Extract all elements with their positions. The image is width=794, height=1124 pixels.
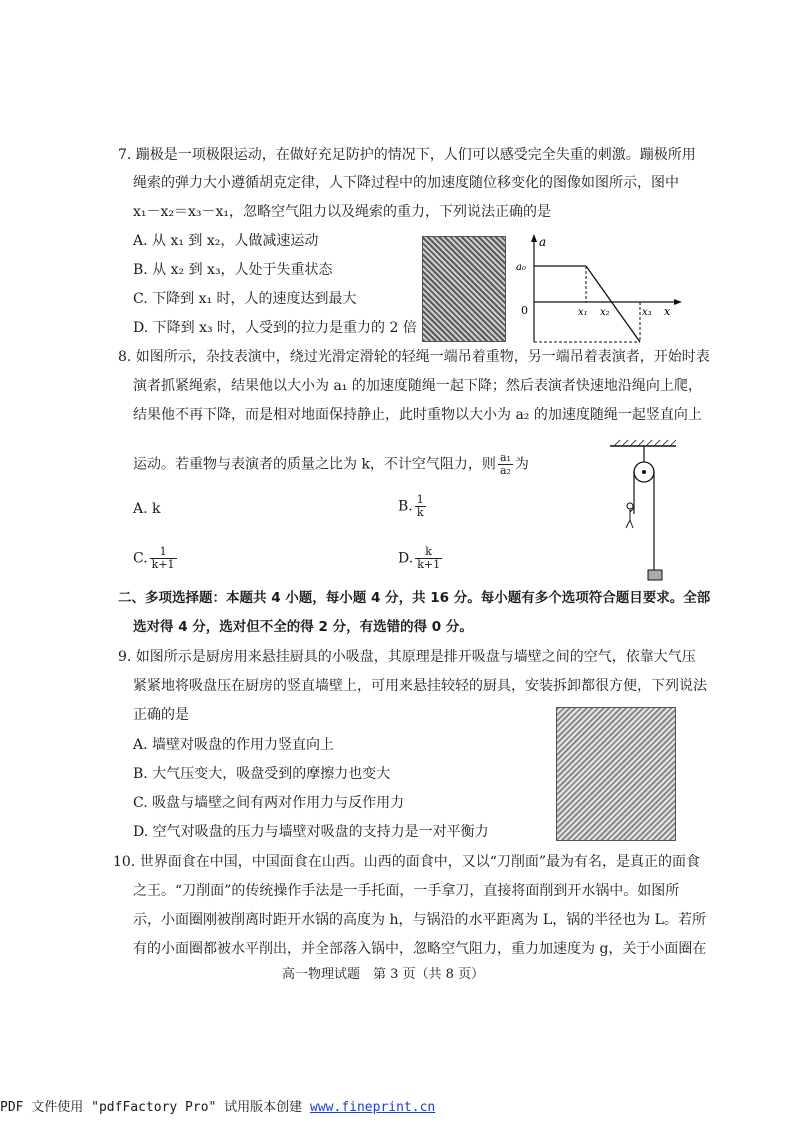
graph-y-arrow (531, 234, 537, 242)
q9-line-1: 9. 如图所示是厨房用来悬挂厨具的小吸盘，其原理是排开吸盘与墙壁之间的空气，依靠大气压 (118, 649, 696, 665)
q8-line-1: 8. 如图所示，杂技表演中，绕过光滑定滑轮的轻绳一端吊着重物，另一端吊着表演者，开始时表 (118, 349, 710, 365)
section-2-header-line-1: 二、多项选择题：本题共 4 小题，每小题 4 分，共 16 分。每小题有多个选项符合题目要求。全部 (118, 590, 711, 606)
section-2-header-line-2: 选对得 4 分，选对但不全的得 2 分，有选错的得 0 分。 (133, 619, 473, 635)
graph-x3-label: x₃ (642, 307, 652, 318)
q7-option-b: B. 从 x₂ 到 x₃，人处于失重状态 (133, 262, 333, 278)
ceiling-hatch (614, 440, 676, 446)
q8-option-d: D. $\frac{k}{k+1}$ (398, 545, 441, 571)
q9-line-2: 紧紧地将吸盘压在厨房的竖直墙壁上，可用来悬挂较轻的厨具，安装拆卸都很方便，下列说法 (133, 678, 707, 694)
q9-option-a: A. 墙壁对吸盘的作用力竖直向上 (133, 737, 335, 753)
q7-option-d: D. 下降到 x₃ 时，人受到的拉力是重力的 2 倍 (133, 320, 417, 336)
q10-line-1: 10. 世界面食在中国，中国面食在山西。山西的面食中，又以“刀削面”最为有名，是真正的面食 (113, 854, 701, 870)
bungee-jump-photo (422, 236, 506, 342)
weight-block (648, 570, 662, 580)
q10-line-4: 有的小面圈都被水平削出，并全部落入锅中，忽略空气阻力，重力加速度为 g，关于小面圈在 (133, 941, 707, 957)
q8-option-a: A. k (133, 501, 161, 517)
q8-line-4 (133, 452, 529, 477)
q7-line-3: x₁－x₂＝x₃－x₁，忽略空气阻力以及绳索的重力，下列说法正确的是 (133, 204, 552, 220)
graph-y-label: a (539, 235, 547, 249)
graph-x1-label: x₁ (578, 307, 588, 318)
graph-a0-label: a₀ (516, 262, 526, 273)
q8-option-c: C. $\frac{1}{k+1}$ (133, 545, 175, 571)
q9-option-b: B. 大气压变大，吸盘受到的摩擦力也变大 (133, 766, 391, 782)
page-footer: 高一物理试题 第 3 页（共 8 页） (282, 967, 485, 982)
acceleration-displacement-graph (512, 234, 682, 346)
q10-line-3: 示，小面圈刚被削离时距开水锅的高度为 h，与锅沿的水平距离为 L，锅的半径也为 L。若所 (133, 912, 706, 928)
q9-option-c: C. 吸盘与墙壁之间有两对作用力与反作用力 (133, 795, 405, 811)
pulley-axle (642, 470, 646, 474)
q7-option-c: C. 下降到 x₁ 时，人的速度达到最大 (133, 291, 357, 307)
q9-line-3: 正确的是 (133, 707, 189, 723)
graph-x-label: x (664, 305, 671, 318)
q7-line-2: 绳索的弹力大小遵循胡克定律，人下降过程中的加速度随位移变化的图像如图所示，图中 (133, 175, 679, 191)
graph-line-slope (586, 266, 640, 342)
pdf-note-text: PDF 文件使用 "pdfFactory Pro" 试用版本创建 (0, 1100, 303, 1115)
q7-option-a: A. 从 x₁ 到 x₂，人做减速运动 (133, 233, 319, 249)
suction-cup-hooks-photo (556, 707, 676, 841)
q8-line-4-text: 运动。若重物与表演者的质量之比为 k，不计空气阻力，则 (133, 456, 496, 473)
pulley-diagram (610, 440, 680, 582)
q8-option-b: B. $\frac{1}{k}$ (398, 493, 424, 519)
q10-line-2: 之王。“刀削面”的传统操作手法是一手托面，一手拿刀，直接将面削到开水锅中。如图所 (133, 883, 680, 899)
q8-line-2: 演者抓紧绳索，结果他以大小为 a₁ 的加速度随绳一起下降；然后表演者快速地沿绳向上爬， (133, 378, 702, 394)
graph-x2-label: x₂ (600, 307, 610, 318)
q8-ratio-fraction: $\frac{\text{a₁}}{\text{a₂}}$ (499, 451, 511, 477)
q8-line-3: 结果他不再下降，而是相对地面保持静止，此时重物以大小为 a₂ 的加速度随绳一起竖直向上 (133, 407, 702, 423)
graph-x-arrow (674, 299, 682, 305)
q7-line-1: 7. 蹦极是一项极限运动，在做好充足防护的情况下，人们可以感受完全失重的刺激。蹦极所用 (118, 147, 696, 163)
fineprint-link[interactable]: www.fineprint.cn (310, 1100, 436, 1115)
q9-option-d: D. 空气对吸盘的压力与墙壁对吸盘的支持力是一对平衡力 (133, 824, 489, 840)
q8-line-4-end: 为 (514, 456, 529, 473)
pdf-creator-note (0, 1096, 435, 1115)
graph-origin-label: 0 (521, 304, 528, 317)
performer-figure (626, 503, 634, 528)
